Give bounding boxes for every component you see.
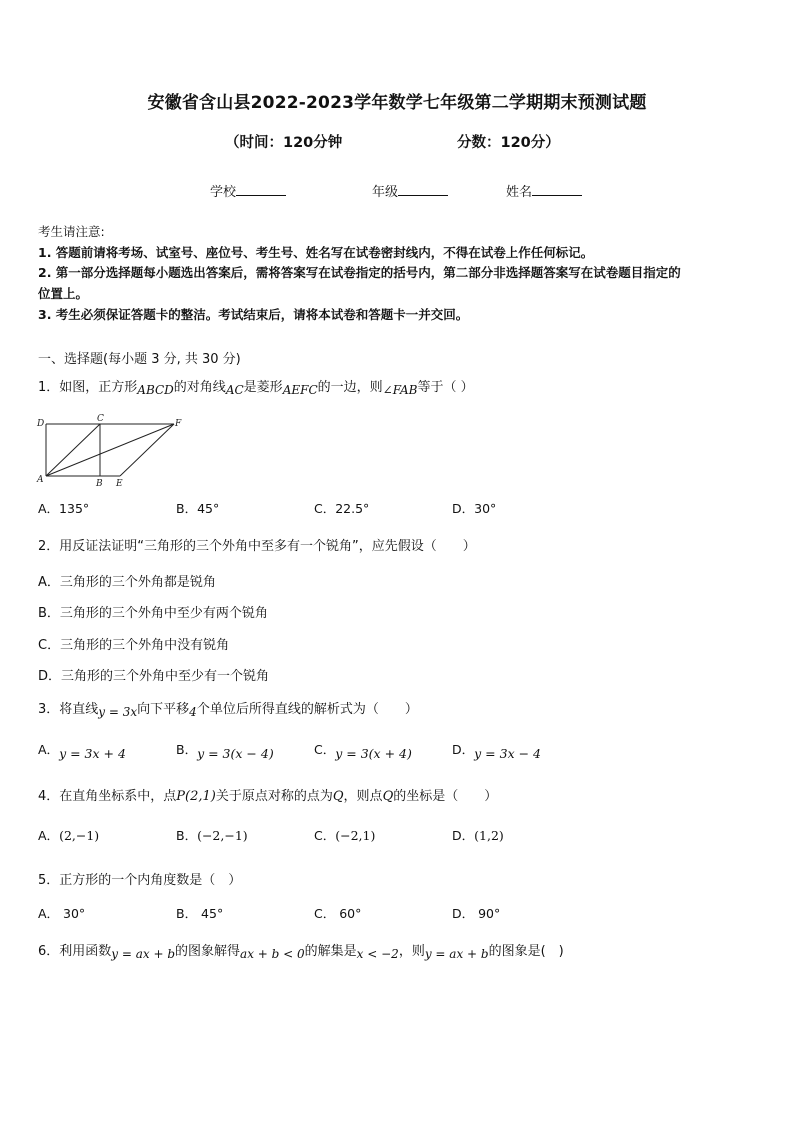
q1-math: ∠FAB	[382, 383, 418, 397]
q1-math: AEFC	[282, 383, 318, 397]
question-3	[38, 698, 418, 717]
question-1	[38, 376, 474, 395]
q6-text: ，则	[398, 944, 425, 959]
q4-option-label: B．	[176, 828, 198, 843]
q3-option-label: B．	[176, 742, 198, 757]
school-field	[210, 181, 286, 200]
school-blank	[236, 183, 286, 196]
q3-math: 4	[189, 705, 197, 719]
q1-text: 的对角线	[173, 380, 226, 395]
q1-option-a: A．135°	[38, 501, 90, 516]
q4-option-d	[452, 826, 504, 844]
q1-text: 的一边，则	[317, 380, 383, 395]
q1-figure	[34, 412, 194, 490]
q3-option-b	[176, 740, 274, 761]
q4-text: ，则点	[343, 789, 383, 804]
question-5: 5．正方形的一个内角度数是（ ）	[38, 873, 242, 888]
fig-label-e: E	[116, 479, 123, 489]
q4-option-label: D．	[452, 828, 475, 843]
q4-text: 4．在直角坐标系中，点	[38, 789, 177, 804]
q5-option-d: D． 90°	[452, 906, 501, 921]
q4-option-label: A．	[38, 828, 60, 843]
q3-option-d	[452, 740, 541, 761]
q3-text: 3．将直线	[38, 702, 99, 717]
notice-item-3: 3. 考生必须保证答题卡的整洁。考试结束后，请将本试卷和答题卡一并交回。	[38, 307, 469, 322]
q1-option-d: D．30°	[452, 501, 497, 516]
q3-option-expr: y = 3x + 4	[59, 746, 126, 761]
exam-score: 分数：120分）	[457, 135, 560, 151]
q3-option-label: D．	[452, 742, 475, 757]
name-label: 姓名	[506, 185, 533, 200]
q6-text: 的图象解得	[175, 944, 241, 959]
q3-option-a	[38, 740, 126, 761]
q4-option-c	[314, 826, 375, 844]
name-blank	[532, 183, 582, 196]
q4-math: P(2,1)	[176, 789, 216, 804]
q2-option-a: A．三角形的三个外角都是锐角	[38, 575, 216, 590]
q3-math: y = 3x	[98, 705, 138, 719]
q6-text: 6．利用函数	[38, 944, 112, 959]
exam-time: （时间：120分钟	[225, 135, 343, 151]
q1-text: 1．如图，正方形	[38, 380, 138, 395]
q4-option-b	[176, 826, 248, 844]
q4-option-expr: (−2,1)	[335, 828, 376, 843]
q6-math: y = ax + b	[111, 947, 176, 961]
school-label: 学校	[210, 185, 237, 200]
grade-blank	[398, 183, 448, 196]
q4-option-label: C．	[314, 828, 336, 843]
q4-option-expr: (2,−1)	[59, 828, 100, 843]
q4-option-expr: (−2,−1)	[197, 828, 248, 843]
q3-option-expr: y = 3(x − 4)	[197, 746, 274, 761]
q1-text: 等于（ ）	[417, 380, 474, 395]
section-heading: 一、选择题(每小题 3 分, 共 30 分)	[38, 352, 241, 367]
q3-option-label: A．	[38, 742, 60, 757]
q4-option-a	[38, 826, 99, 844]
page-title: 安徽省含山县2022-2023学年数学七年级第二学期期末预测试题	[147, 93, 647, 113]
q6-text: 的图象是( )	[488, 944, 564, 959]
grade-label: 年级	[372, 185, 399, 200]
q2-option-b: B．三角形的三个外角中至少有两个锐角	[38, 606, 268, 621]
q2-option-d: D．三角形的三个外角中至少有一个锐角	[38, 669, 270, 684]
q3-text: 个单位后所得直线的解析式为（ ）	[196, 702, 418, 717]
q6-text: 的解集是	[304, 944, 357, 959]
q3-text: 向下平移	[137, 702, 190, 717]
notice-item-2-cont: 位置上。	[38, 286, 89, 301]
fig-label-b: B	[96, 479, 103, 489]
fig-label-d: D	[37, 419, 45, 429]
q4-math: Q	[382, 789, 394, 804]
q6-math: ax + b < 0	[240, 947, 305, 961]
notice-item-2: 2. 第一部分选择题每小题选出答案后，需将答案写在试卷指定的括号内，第二部分非选择题答案写在试卷题目指定的	[38, 265, 681, 280]
q5-option-c: C． 60°	[314, 906, 362, 921]
question-4	[38, 785, 497, 804]
fig-label-a: A	[37, 475, 44, 485]
q5-option-b: B． 45°	[176, 906, 224, 921]
q1-option-b: B．45°	[176, 501, 220, 516]
q6-math: y = ax + b	[424, 947, 489, 961]
q3-option-c	[314, 740, 412, 761]
q1-math: AC	[225, 383, 244, 397]
q4-text: 的坐标是（ ）	[393, 789, 498, 804]
q3-option-expr: y = 3(x + 4)	[335, 746, 412, 761]
question-2: 2．用反证法证明“三角形的三个外角中至多有一个锐角”，应先假设（ ）	[38, 539, 476, 554]
q4-math: Q	[332, 789, 344, 804]
q5-option-a: A． 30°	[38, 906, 86, 921]
notice-item-1: 1. 答题前请将考场、试室号、座位号、考生号、姓名写在试卷密封线内，不得在试卷上作任何标记。	[38, 245, 594, 260]
q4-text: 关于原点对称的点为	[215, 789, 333, 804]
q4-option-expr: (1,2)	[474, 828, 504, 843]
q2-option-c: C．三角形的三个外角中没有锐角	[38, 638, 230, 653]
question-6	[38, 940, 564, 959]
q1-text: 是菱形	[243, 380, 283, 395]
fig-label-c: C	[97, 414, 104, 424]
name-field	[506, 181, 582, 200]
fig-label-f: F	[175, 419, 182, 429]
q6-math: x < −2	[356, 947, 399, 961]
q3-option-expr: y = 3x − 4	[474, 746, 541, 761]
q3-option-label: C．	[314, 742, 336, 757]
notice-heading: 考生请注意:	[38, 224, 105, 239]
q1-math: ABCD	[137, 383, 174, 397]
q1-option-c: C．22.5°	[314, 501, 370, 516]
grade-field	[372, 181, 448, 200]
